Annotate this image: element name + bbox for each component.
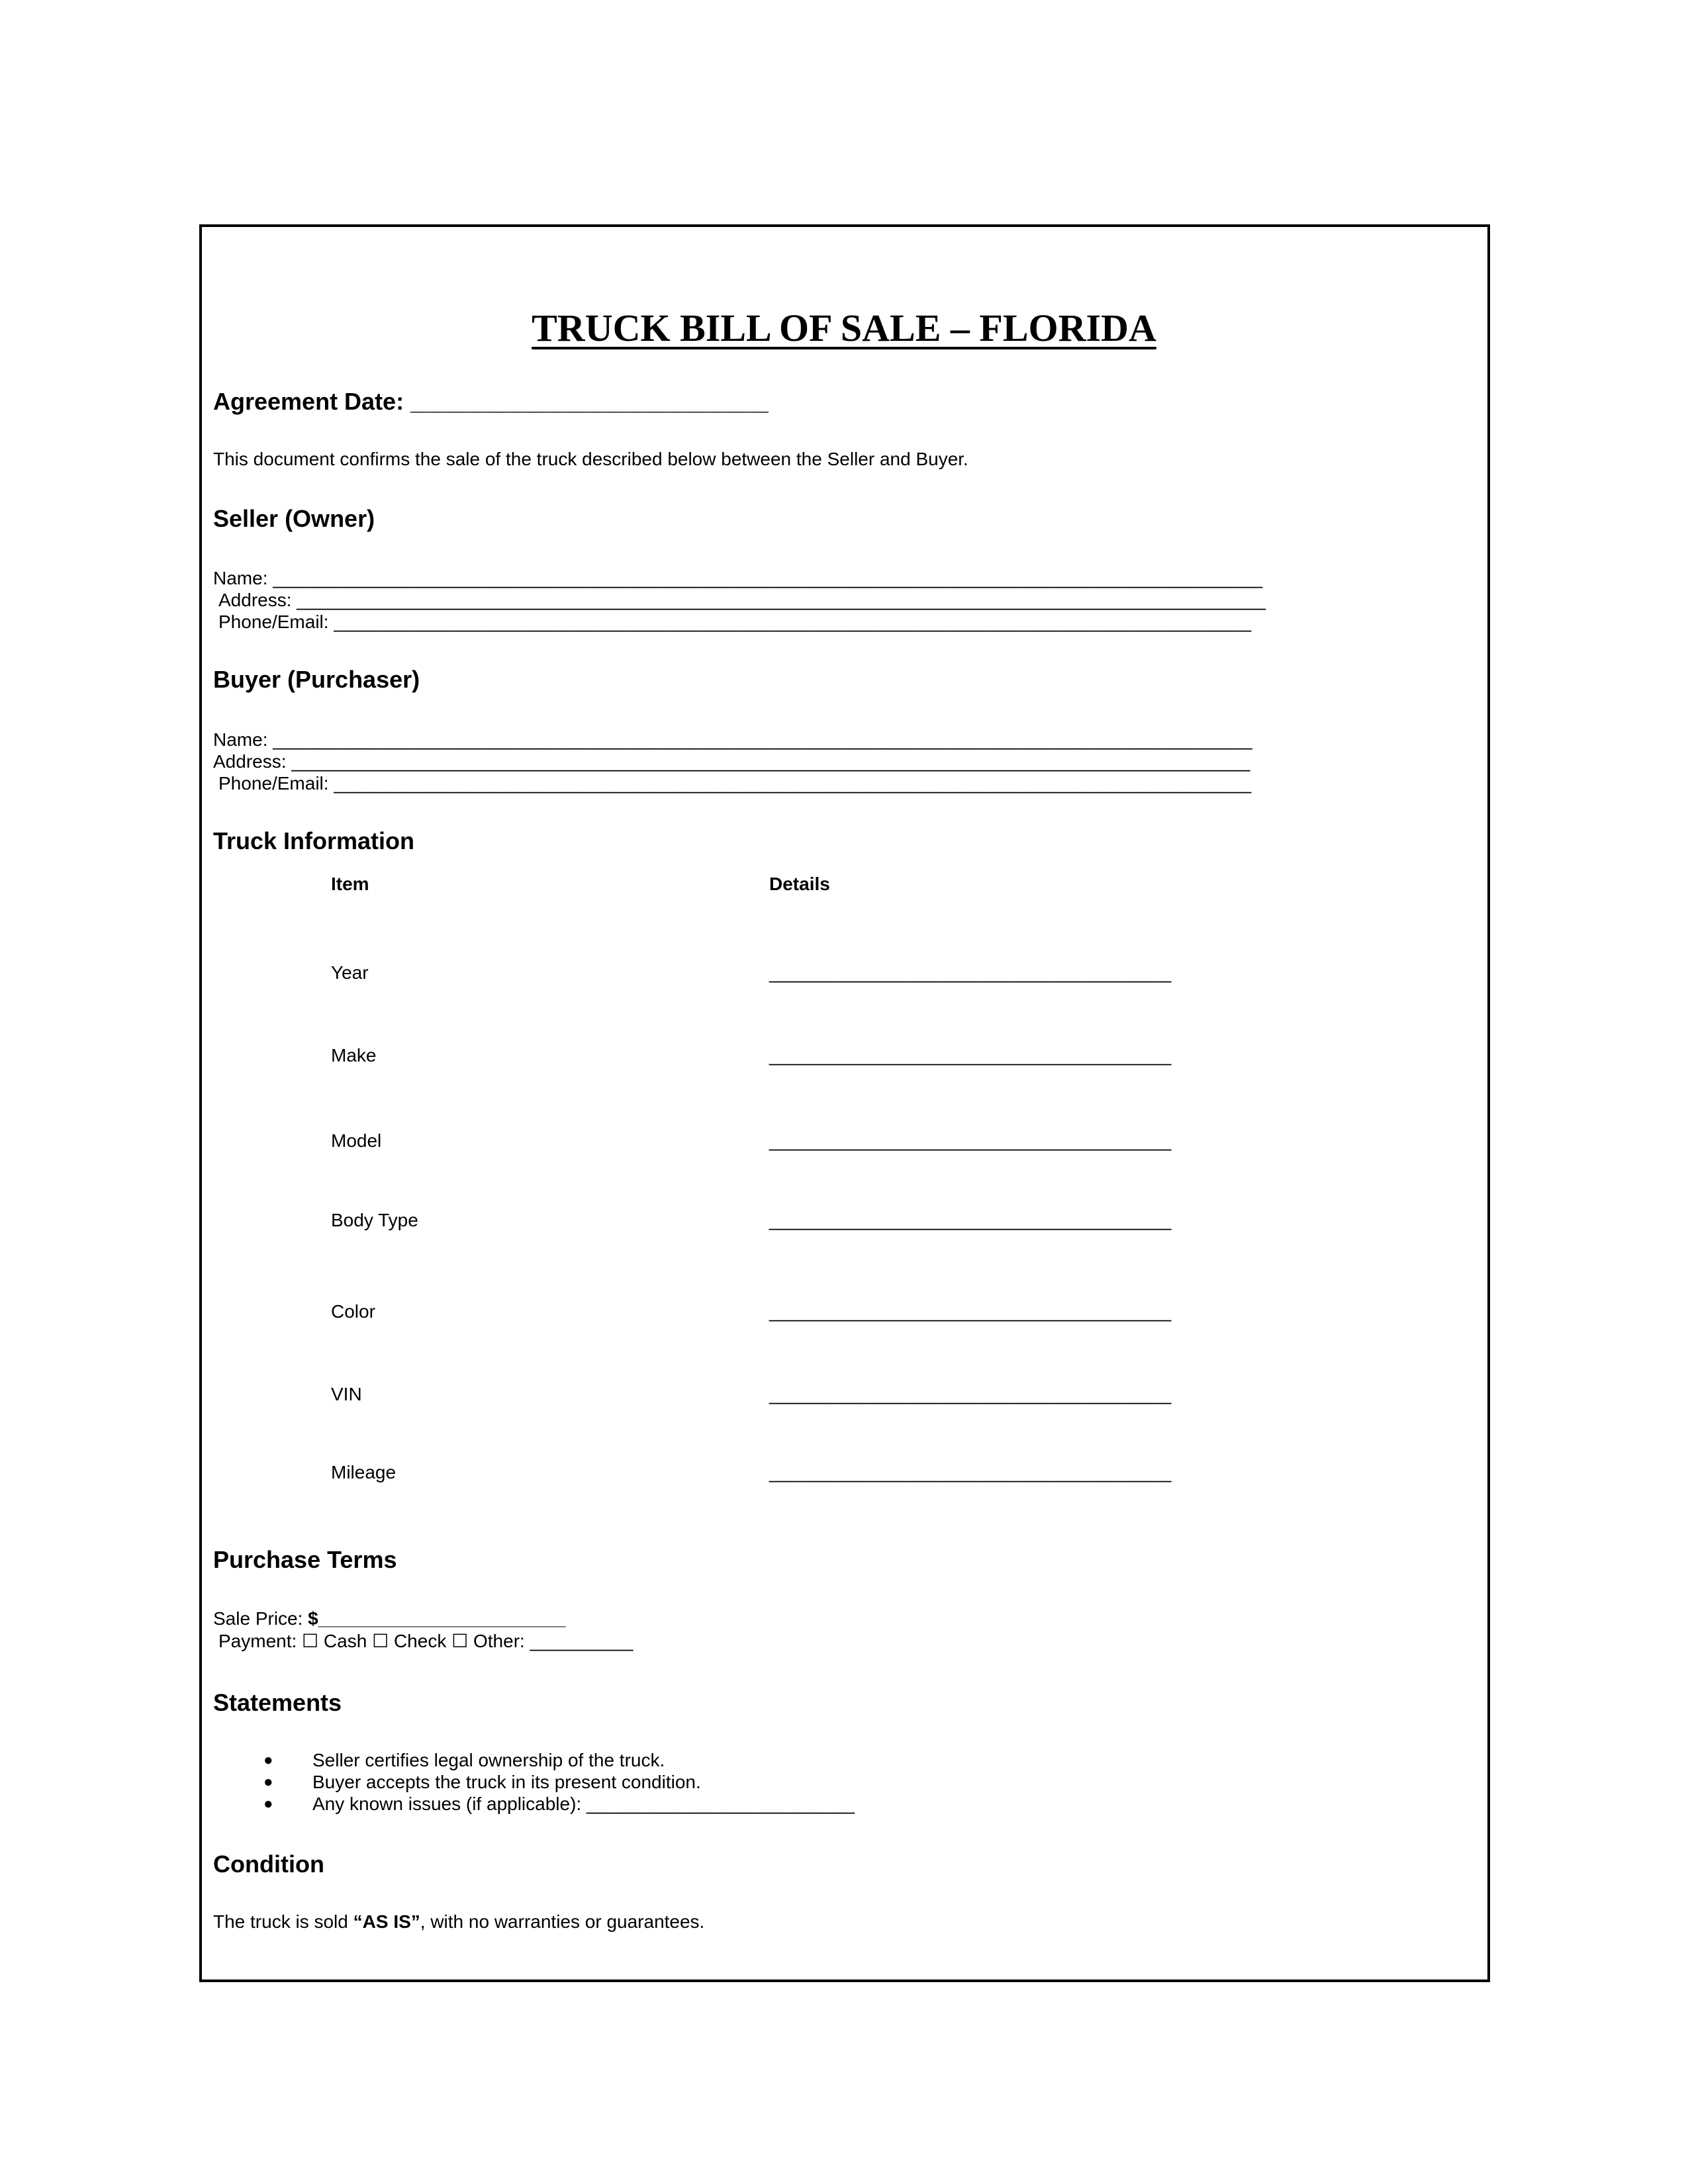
statement-item-known-issues-field[interactable]: Any known issues (if applicable): __________________________ xyxy=(312,1794,855,1814)
sale-price-field[interactable]: $________________________ xyxy=(308,1608,566,1629)
truck-row-model-field[interactable]: _______________________________________ xyxy=(769,1130,1172,1151)
statements-heading: Statements xyxy=(213,1689,342,1716)
truck-row-year-field[interactable]: _______________________________________ xyxy=(769,962,1172,983)
column-header-details: Details xyxy=(769,874,830,894)
payment-options[interactable]: Payment: ☐ Cash ☐ Check ☐ Other: __________ xyxy=(218,1631,633,1651)
truck-row-color-field[interactable]: _______________________________________ xyxy=(769,1301,1172,1322)
condition-text-start: The truck is sold xyxy=(213,1911,353,1932)
seller-heading: Seller (Owner) xyxy=(213,505,375,532)
buyer-address-field[interactable]: Address: _____________________________________________________________________________________________ xyxy=(213,751,1250,772)
agreement-date xyxy=(213,388,769,416)
truck-row-mileage-field[interactable]: _______________________________________ xyxy=(769,1462,1172,1482)
condition-text xyxy=(213,1911,704,1933)
agreement-date-field[interactable]: ___________________________ xyxy=(410,388,769,415)
statement-bullet: ● xyxy=(263,1795,273,1813)
statement-item: Buyer accepts the truck in its present condition. xyxy=(312,1772,701,1792)
truck-row-model-label: Model xyxy=(331,1130,382,1151)
document-border xyxy=(199,224,1490,1982)
agreement-date-label: Agreement Date: xyxy=(213,388,404,415)
truck-row-make-label: Make xyxy=(331,1045,377,1066)
truck-row-body-type-label: Body Type xyxy=(331,1210,418,1230)
truck-row-vin-label: VIN xyxy=(331,1384,362,1404)
truck-row-color-label: Color xyxy=(331,1301,375,1322)
purchase-terms-heading: Purchase Terms xyxy=(213,1546,397,1573)
truck-row-year-label: Year xyxy=(331,962,369,983)
truck-heading: Truck Information xyxy=(213,827,415,854)
sale-price-line xyxy=(213,1608,565,1629)
statement-item: Seller certifies legal ownership of the truck. xyxy=(312,1750,665,1770)
sale-price-label: Sale Price: xyxy=(213,1608,308,1629)
buyer-name-field[interactable]: Name: _______________________________________________________________________________________________ xyxy=(213,729,1252,750)
seller-phone-field[interactable]: Phone/Email: _________________________________________________________________________________________ xyxy=(218,612,1252,632)
as-is-text: “AS IS” xyxy=(353,1911,420,1932)
truck-row-body-type-field[interactable]: _______________________________________ xyxy=(769,1210,1172,1230)
condition-heading: Condition xyxy=(213,1850,324,1878)
truck-row-vin-field[interactable]: _______________________________________ xyxy=(769,1384,1172,1404)
column-header-item: Item xyxy=(331,874,369,894)
seller-name-field[interactable]: Name: ________________________________________________________________________________________________ xyxy=(213,568,1263,588)
statement-bullet: ● xyxy=(263,1751,273,1769)
truck-row-mileage-label: Mileage xyxy=(331,1462,397,1482)
intro-text: This document confirms the sale of the truck described below between the Seller and Buyer. xyxy=(213,449,968,469)
seller-address-field[interactable]: Address: ______________________________________________________________________________________________ xyxy=(218,590,1266,610)
condition-text-end: , with no warranties or guarantees. xyxy=(420,1911,705,1932)
buyer-heading: Buyer (Purchaser) xyxy=(213,666,420,693)
document-title: TRUCK BILL OF SALE – FLORIDA xyxy=(532,306,1156,349)
truck-row-make-field[interactable]: _______________________________________ xyxy=(769,1045,1172,1066)
buyer-phone-field[interactable]: Phone/Email: _________________________________________________________________________________________ xyxy=(218,773,1252,794)
statement-bullet: ● xyxy=(263,1773,273,1791)
